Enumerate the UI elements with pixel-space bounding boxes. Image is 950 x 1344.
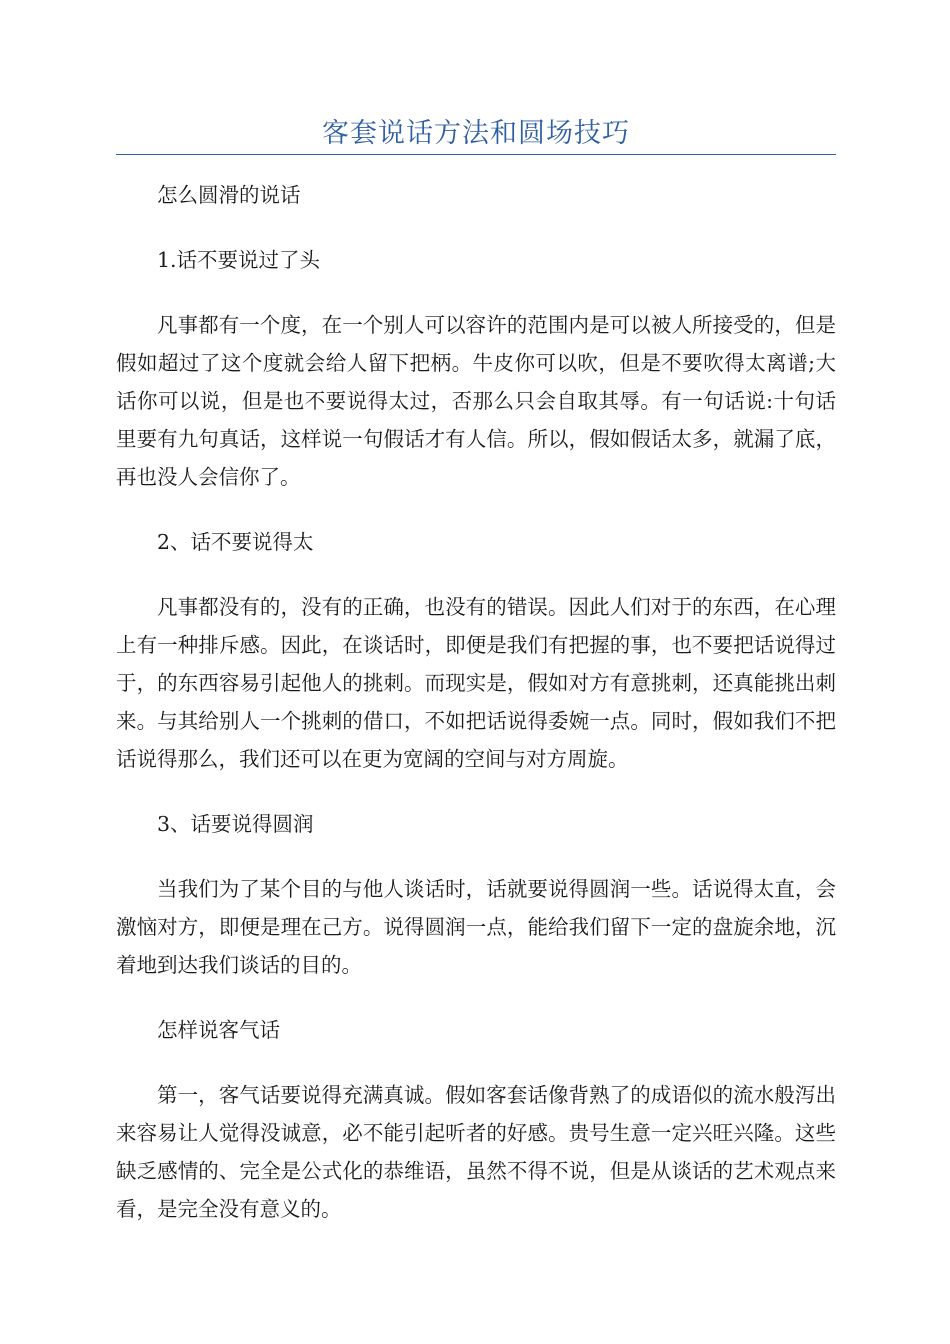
document-title: 客套说话方法和圆场技巧 <box>322 118 630 149</box>
title-underline <box>116 154 836 155</box>
body-paragraph: 第一，客气话要说得充满真诚。假如客套话像背熟了的成语似的流水般泻出来容易让人觉得没诚意，必不能引起听者的好感。贵号生意一定兴旺兴隆。这些缺乏感情的、完全是公式化的恭维语，虽然不得不说，但是从谈话的艺术观点来看，是完全没有意义的。 <box>116 1083 836 1221</box>
document-body <box>116 176 836 1255</box>
subsection-heading: 3、话要说得圆润 <box>157 812 314 836</box>
subsection-heading: 1.话不要说过了头 <box>157 248 321 272</box>
section-heading: 怎么圆滑的说话 <box>157 183 301 207</box>
section-heading: 怎样说客气话 <box>157 1018 280 1042</box>
subsection-heading: 2、话不要说得太 <box>157 530 314 554</box>
body-paragraph: 当我们为了某个目的与他人谈话时，话就要说得圆润一些。话说得太直，会激恼对方，即便是理在己方。说得圆润一点，能给我们留下一定的盘旋余地，沉着地到达我们谈话的目的。 <box>116 877 836 977</box>
body-paragraph: 凡事都有一个度，在一个别人可以容许的范围内是可以被人所接受的，但是假如超过了这个度就会给人留下把柄。牛皮你可以吹，但是不要吹得太离谱;大话你可以说，但是也不要说得太过，否那么只会自取其辱。有一句话说:十句话里要有九句真话，这样说一句假话才有人信。所以，假如假话太多，就漏了底，再也没人会信你了。 <box>116 313 836 489</box>
body-paragraph: 凡事都没有的，没有的正确，也没有的错误。因此人们对于的东西，在心理上有一种排斥感。因此，在谈话时，即便是我们有把握的事，也不要把话说得过于，的东西容易引起他人的挑刺。而现实是，假如对方有意挑刺，还真能挑出刺来。与其给别人一个挑刺的借口，不如把话说得委婉一点。同时，假如我们不把话说得那么，我们还可以在更为宽阔的空间与对方周旋。 <box>116 595 836 771</box>
